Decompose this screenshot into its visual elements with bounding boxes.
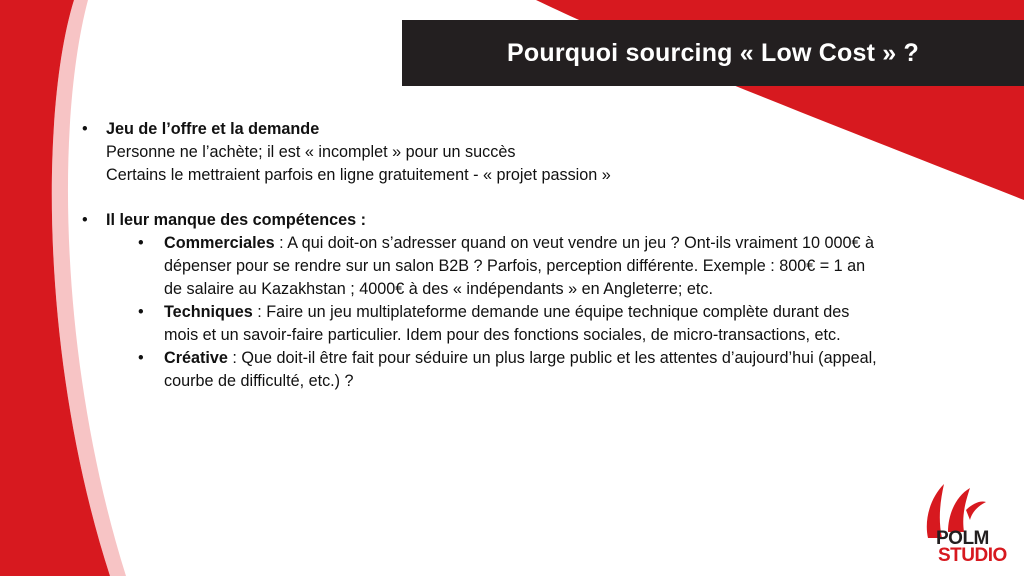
logo-text-studio: STUDIO	[938, 545, 1007, 566]
bullet-dot: •	[138, 303, 144, 321]
polm-studio-logo	[914, 480, 1018, 570]
bullet-line: Personne ne l’achète; il est « incomplet » pour un succès	[106, 143, 516, 161]
slide-title: Pourquoi sourcing « Low Cost » ?	[507, 38, 919, 67]
sub-bullet-text: : A qui doit-on s’adresser quand on veut vendre un jeu ? Ont-ils vraiment 10 000€ à dépenser pour se rendre sur un salon B2B ? Parfois, perception différente. Exemple : 800€ = 1 an de salaire au Kazakhstan ; 4000€ à des « indépendants » en Angleterre; etc.	[164, 234, 874, 298]
bullet-skills	[82, 209, 882, 232]
bullet-dot: •	[138, 349, 144, 367]
sub-bullet-text: : Que doit-il être fait pour séduire un plus large public et les attentes d’aujourd’hui (appeal, courbe de difficulté, etc.) ?	[164, 349, 877, 390]
slide-content	[82, 118, 882, 393]
bullet-line: Certains le mettraient parfois en ligne gratuitement - « projet passion »	[106, 166, 611, 184]
bullet-dot: •	[82, 120, 88, 138]
sub-bullet-technical	[82, 301, 882, 347]
bullet-dot: •	[138, 234, 144, 252]
bullet-supply-demand	[82, 118, 882, 187]
sub-bullet-text: : Faire un jeu multiplateforme demande une équipe technique complète durant des mois et un savoir-faire particulier. Idem pour des fonctions sociales, de micro-transactions, etc.	[164, 303, 850, 344]
sub-bullet-creative	[82, 347, 882, 393]
title-bar	[402, 20, 1024, 86]
logo-text-polm: POLM	[936, 528, 989, 549]
sub-bullet-commercial	[82, 232, 882, 301]
bullet-heading: Il leur manque des compétences :	[106, 211, 366, 229]
sub-bullet-label: Commerciales	[164, 234, 275, 252]
sub-bullet-label: Créative	[164, 349, 228, 367]
bullet-heading: Jeu de l’offre et la demande	[106, 120, 320, 138]
sub-bullet-label: Techniques	[164, 303, 253, 321]
bullet-dot: •	[82, 211, 88, 229]
